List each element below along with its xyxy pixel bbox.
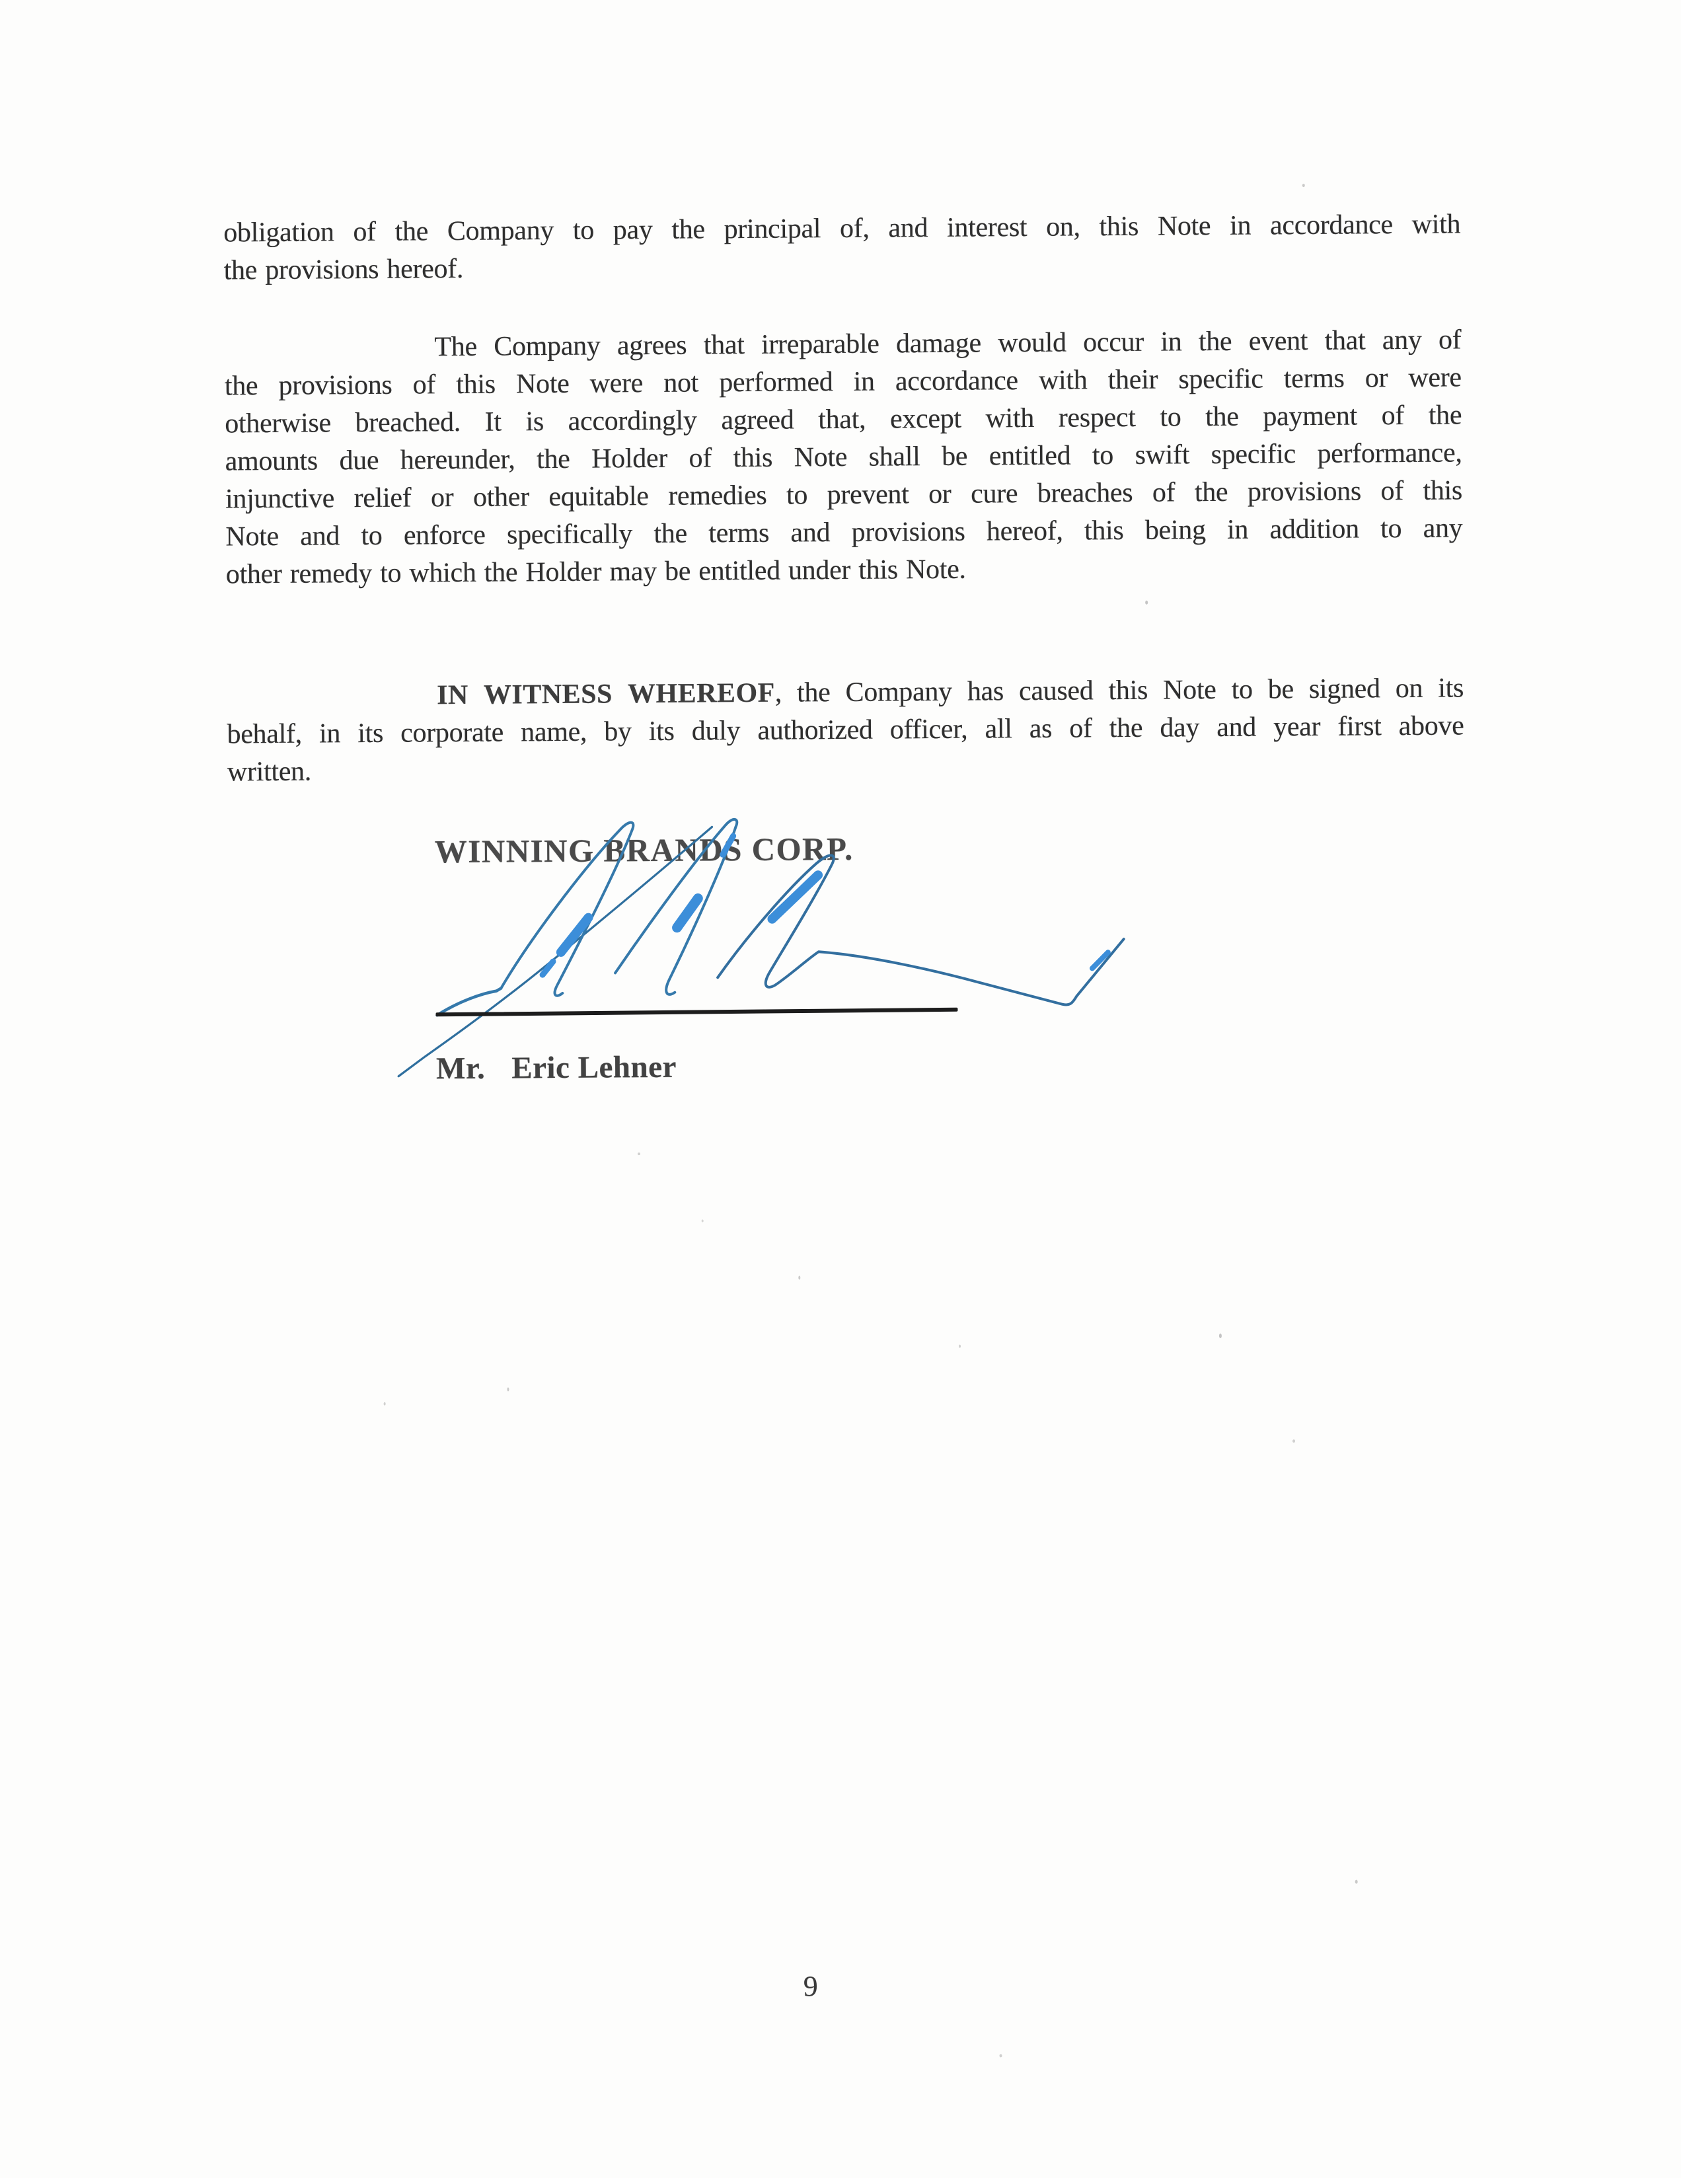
handwritten-signature xyxy=(356,798,1151,1094)
paragraph-line: other remedy to which the Holder may be entitled under this Note. xyxy=(226,547,1463,593)
scan-speck xyxy=(1219,1334,1222,1338)
paragraph-line: behalf, in its corporate name, by its duly authorized officer, all as of the day and year first above xyxy=(227,707,1464,753)
scan-speck xyxy=(638,1152,640,1155)
scan-speck xyxy=(384,1402,386,1406)
scan-speck xyxy=(798,1275,800,1279)
paragraph-line: written. xyxy=(227,745,1464,791)
signatory-fullname: Eric Lehner xyxy=(511,1050,677,1086)
scan-speck xyxy=(1292,1439,1295,1443)
paragraph-line: amounts due hereunder, the Holder of this Note shall be entitled to swift specific performance, xyxy=(225,434,1462,480)
scan-speck xyxy=(1355,1880,1358,1884)
scan-speck xyxy=(959,1345,961,1348)
witness-line-rest: , the Company has caused this Note to be signed on its xyxy=(775,673,1464,708)
scan-speck xyxy=(1145,601,1148,605)
paragraph-line: Note and to enforce specifically the terms and provisions hereof, this being in addition to any xyxy=(225,509,1462,556)
scan-speck xyxy=(1000,2054,1002,2057)
paragraph-line: otherwise breached. It is accordingly agreed that, except with respect to the payment of the xyxy=(225,396,1462,443)
paragraph-line: obligation of the Company to pay the principal of, and interest on, this Note in accordance with xyxy=(223,206,1460,252)
paragraph-line: injunctive relief or other equitable remedies to prevent or cure breaches of the provisions of this xyxy=(225,472,1462,518)
paragraph-witness xyxy=(227,669,1464,791)
paragraph-obligation xyxy=(223,206,1461,289)
paragraph-line: the provisions hereof. xyxy=(223,243,1460,289)
signatory-prefix: Mr. xyxy=(436,1051,486,1086)
paragraph-line: The Company agrees that irreparable damage would occur in the event that any of xyxy=(224,321,1461,367)
scan-speck xyxy=(702,1219,704,1222)
page-number: 9 xyxy=(788,1969,834,2003)
paragraph-irreparable-damage xyxy=(224,321,1463,593)
signatory-name xyxy=(436,1049,677,1087)
company-name: WINNING BRANDS CORP. xyxy=(435,830,854,870)
scan-speck xyxy=(507,1388,509,1392)
scan-speck xyxy=(1302,184,1305,187)
witness-whereof-bold-text: IN WITNESS WHEREOF xyxy=(437,678,775,711)
paragraph-line: the provisions of this Note were not performed in accordance with their specific terms or were xyxy=(225,359,1462,405)
